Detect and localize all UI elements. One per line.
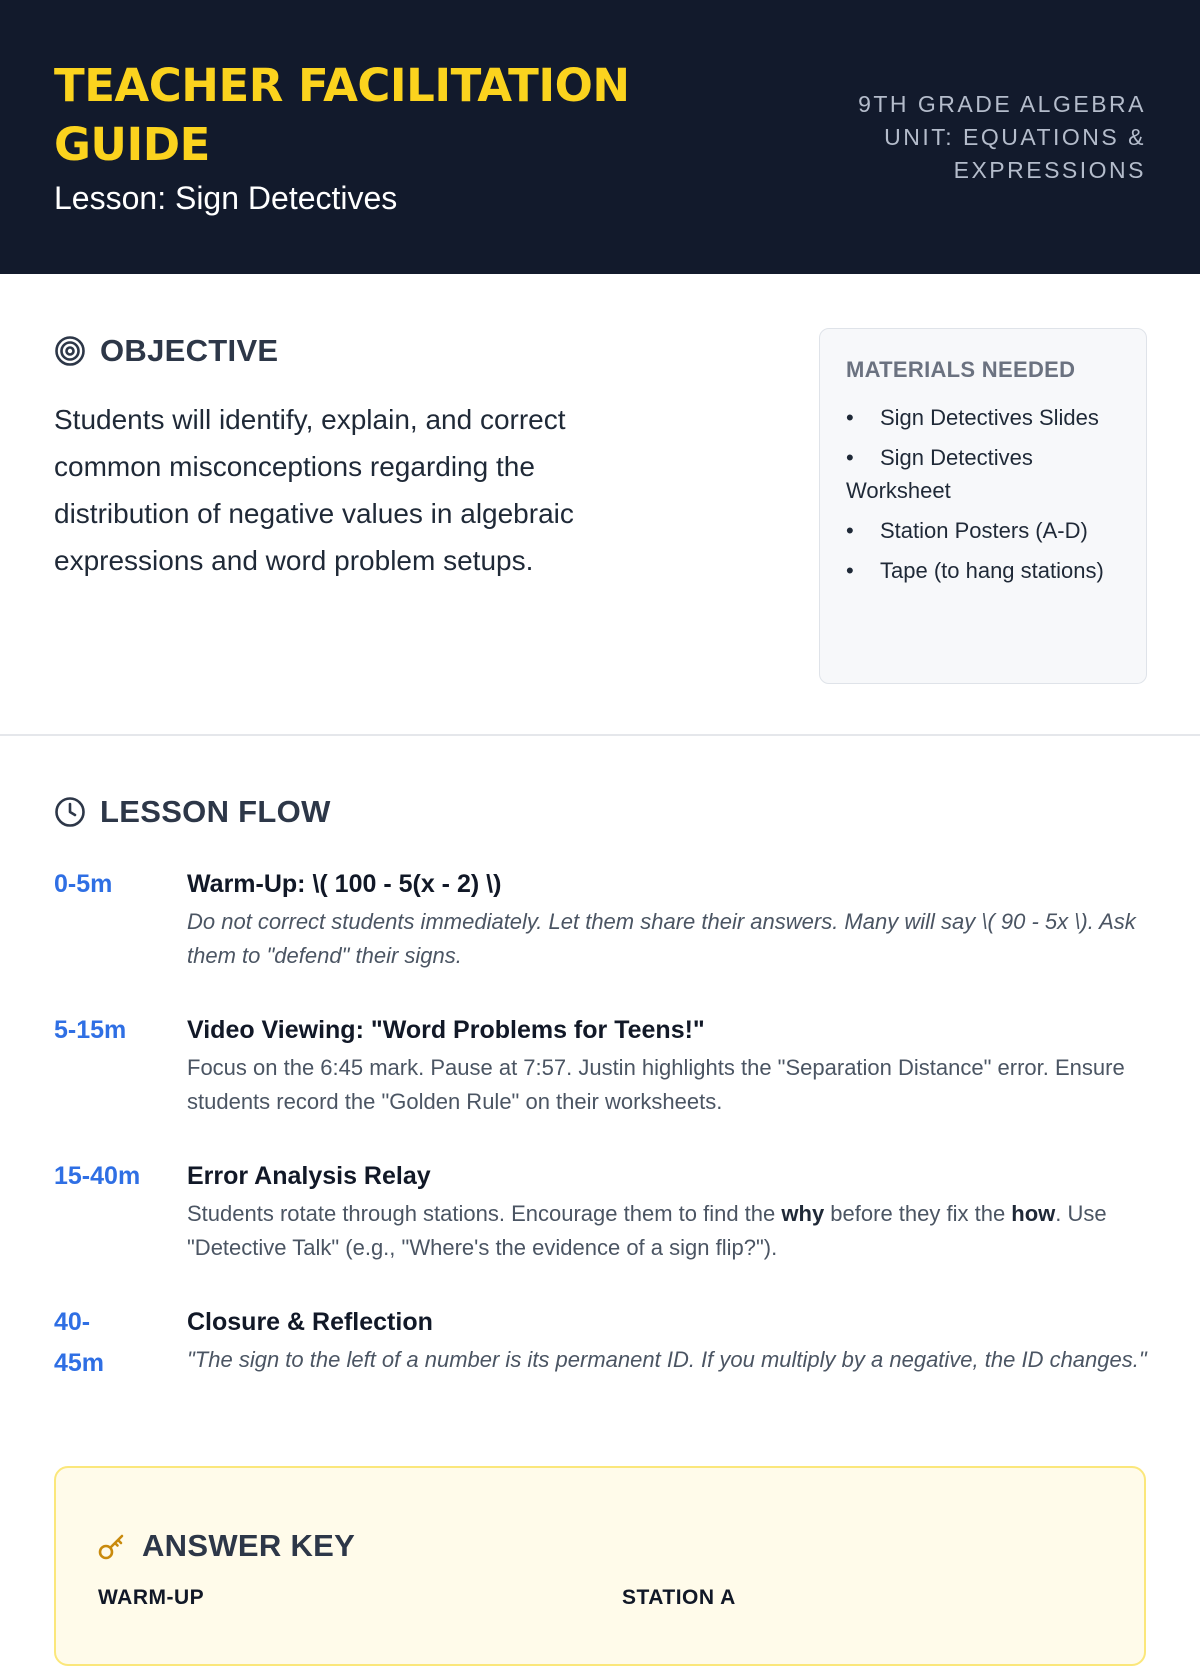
answer-column-station-a: STATION A: [622, 1586, 736, 1609]
list-item: • Station Posters (A-D): [846, 518, 1088, 543]
materials-box: [819, 328, 1147, 684]
answer-key-heading-label: ANSWER KEY: [142, 1528, 356, 1563]
materials-title: MATERIALS NEEDED: [846, 357, 1076, 382]
page-title: TEACHER FACILITATION GUIDE: [54, 59, 630, 171]
objective-heading: [54, 333, 278, 369]
flow-step-description: Students rotate through stations. Encourage them to find the why before they fix the how. Use "Detective Talk" (e.g., "Where's the evidence of a sign flip?").: [187, 1201, 1107, 1260]
flow-step-description: Focus on the 6:45 mark. Pause at 7:57. Justin highlights the "Separation Distance" error. Ensure students record the "Golden Rule" on their worksheets.: [187, 1055, 1125, 1114]
materials-item-label: Sign Detectives Worksheet: [846, 445, 1033, 503]
lesson-flow-heading: [54, 794, 331, 830]
flow-step-description: "The sign to the left of a number is its permanent ID. If you multiply by a negative, the ID changes.": [187, 1347, 1147, 1372]
flow-step-time: 15-40m: [54, 1162, 141, 1190]
answer-key-heading: [96, 1528, 355, 1564]
lesson-flow-heading-label: LESSON FLOW: [100, 794, 331, 829]
flow-step-time: 0-5m: [54, 870, 113, 898]
materials-list: [846, 401, 1120, 587]
materials-item-label: Sign Detectives Slides: [880, 405, 1099, 430]
clock-icon: [54, 796, 86, 828]
materials-item-label: Station Posters (A-D): [880, 518, 1088, 543]
flow-step-title: Error Analysis Relay: [187, 1162, 431, 1190]
flow-step-description: Do not correct students immediately. Let them share their answers. Many will say \( 90 - 5x \). Ask them to "defend" their signs.: [187, 909, 1136, 968]
flow-step-title: Closure & Reflection: [187, 1308, 433, 1336]
objective-heading-label: OBJECTIVE: [100, 333, 279, 368]
list-item: • Sign Detectives Worksheet: [846, 445, 1033, 503]
answer-column-warmup: WARM-UP: [98, 1586, 205, 1609]
flow-step-title: Video Viewing: "Word Problems for Teens!": [187, 1016, 705, 1044]
flow-step-title: Warm-Up: \( 100 - 5(x - 2) \): [187, 870, 502, 898]
objective-section: [0, 274, 1200, 736]
emphasis-why: why: [781, 1201, 825, 1226]
target-icon: [54, 335, 86, 367]
objective-text: Students will identify, explain, and correct common misconceptions regarding the distribution of negative values in algebraic expressions and word problem setups.: [54, 404, 574, 576]
emphasis-how: how: [1011, 1201, 1056, 1226]
materials-item-label: Tape (to hang stations): [880, 558, 1104, 583]
flow-step-time: 40-45m: [54, 1308, 105, 1377]
key-icon: [96, 1530, 128, 1562]
flow-step-time: 5-15m: [54, 1016, 127, 1044]
list-item: • Tape (to hang stations): [846, 558, 1104, 583]
list-item: • Sign Detectives Slides: [846, 405, 1099, 430]
page-header: [0, 0, 1200, 274]
answer-key-box: [54, 1466, 1146, 1666]
lesson-subtitle: Lesson: Sign Detectives: [54, 180, 398, 216]
course-meta: 9TH GRADE ALGEBRA UNIT: EQUATIONS & EXPRESSIONS: [858, 91, 1146, 183]
